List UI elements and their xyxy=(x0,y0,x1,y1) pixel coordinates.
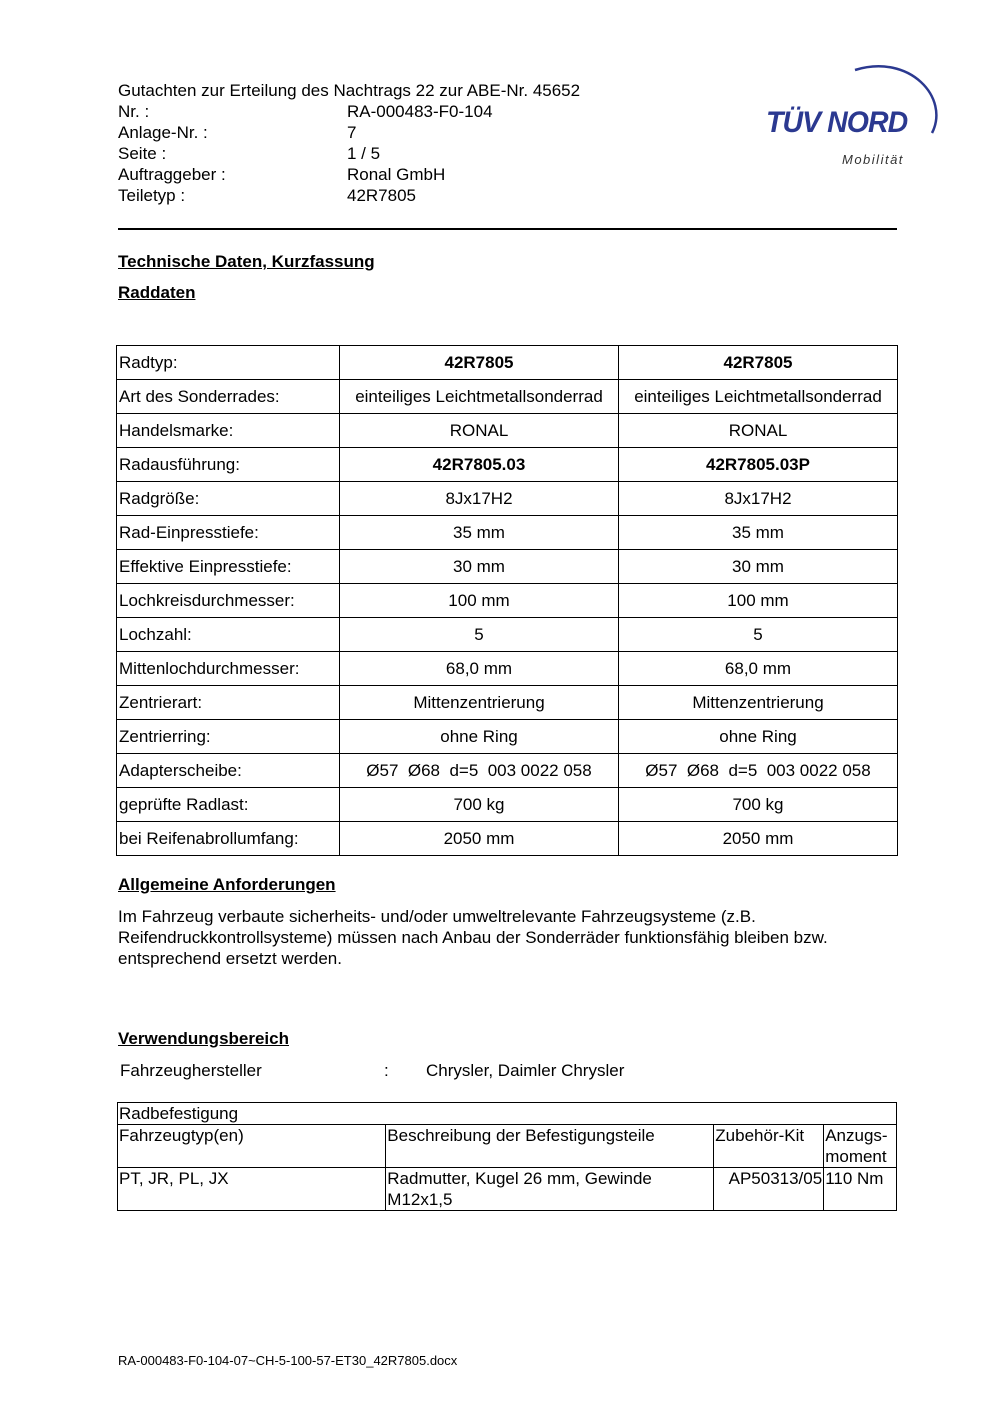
row-label: Radausführung: xyxy=(117,448,340,482)
cell-value: Radmutter, Kugel 26 mm, Gewinde M12x1,5 xyxy=(386,1168,714,1211)
radbefestigung-table xyxy=(117,1102,897,1211)
section-technische-daten: Technische Daten, Kurzfassung xyxy=(118,252,375,271)
row-label: Handelsmarke: xyxy=(117,414,340,448)
cell-value: 68,0 mm xyxy=(340,652,619,686)
document-title: Gutachten zur Erteilung des Nachtrags 22 zur ABE-Nr. 45652 xyxy=(118,81,581,100)
cell-value: Ø57 Ø68 d=5 003 0022 058 xyxy=(619,754,898,788)
column-header: Fahrzeugtyp(en) xyxy=(118,1125,386,1168)
table-row xyxy=(117,448,898,482)
row-label: Radgröße: xyxy=(117,482,340,516)
row-label: bei Reifenabrollumfang: xyxy=(117,822,340,856)
table-row xyxy=(117,380,898,414)
table-row xyxy=(117,686,898,720)
cell-value: 42R7805 xyxy=(619,346,898,380)
hersteller-label: Fahrzeughersteller xyxy=(120,1061,262,1080)
cell-value: einteiliges Leichtmetallsonderrad xyxy=(619,380,898,414)
header-row-anlage xyxy=(118,122,356,143)
cell-value: 35 mm xyxy=(340,516,619,550)
section-raddaten: Raddaten xyxy=(118,283,196,302)
header-value: Ronal GmbH xyxy=(347,165,446,184)
cell-value: Mittenzentrierung xyxy=(340,686,619,720)
cell-value: 700 kg xyxy=(619,788,898,822)
cell-value: 42R7805.03 xyxy=(340,448,619,482)
cell-value: 35 mm xyxy=(619,516,898,550)
row-label: Effektive Einpresstiefe: xyxy=(117,550,340,584)
row-label: Adapterscheibe: xyxy=(117,754,340,788)
header-label: Nr. : xyxy=(118,102,150,121)
row-label: geprüfte Radlast: xyxy=(117,788,340,822)
table-header-row xyxy=(118,1125,897,1168)
table-row xyxy=(117,822,898,856)
cell-value: AP50313/05 xyxy=(714,1168,824,1211)
header-label: Auftraggeber : xyxy=(118,165,226,184)
row-label: Lochkreisdurchmesser: xyxy=(117,584,340,618)
table-row xyxy=(117,720,898,754)
section-verwendungsbereich: Verwendungsbereich xyxy=(118,1029,289,1048)
table-row xyxy=(117,584,898,618)
logo-brand: TÜV NORD xyxy=(766,106,908,139)
table-title-row xyxy=(118,1103,897,1125)
hersteller-separator: : xyxy=(384,1061,389,1080)
cell-value: Mittenzentrierung xyxy=(619,686,898,720)
footer-filename: RA-000483-F0-104-07~CH-5-100-57-ET30_42R7805.docx xyxy=(118,1353,458,1368)
column-header: Zubehör-Kit xyxy=(714,1125,824,1168)
tuv-nord-logo xyxy=(760,58,940,173)
cell-value: 5 xyxy=(340,618,619,652)
header-row-nr xyxy=(118,101,493,122)
header-label: Teiletyp : xyxy=(118,186,186,205)
cell-value: PT, JR, PL, JX xyxy=(118,1168,386,1211)
header-value: 42R7805 xyxy=(347,186,417,205)
header-value: 7 xyxy=(347,123,357,142)
cell-value: einteiliges Leichtmetallsonderrad xyxy=(340,380,619,414)
cell-value: 68,0 mm xyxy=(619,652,898,686)
raddaten-table xyxy=(116,345,898,856)
table-title: Radbefestigung xyxy=(118,1103,897,1125)
header-row-auftraggeber xyxy=(118,164,445,185)
table-row xyxy=(117,346,898,380)
cell-value: 8Jx17H2 xyxy=(340,482,619,516)
cell-value: 100 mm xyxy=(619,584,898,618)
cell-value: ohne Ring xyxy=(340,720,619,754)
cell-value: 8Jx17H2 xyxy=(619,482,898,516)
cell-value: 110 Nm xyxy=(824,1168,897,1211)
section-allgemeine-anforderungen: Allgemeine Anforderungen xyxy=(118,875,336,894)
cell-value: 30 mm xyxy=(619,550,898,584)
header-value: RA-000483-F0-104 xyxy=(347,102,493,121)
table-row xyxy=(117,754,898,788)
table-row xyxy=(117,482,898,516)
cell-value: Ø57 Ø68 d=5 003 0022 058 xyxy=(340,754,619,788)
allgemein-paragraph: Im Fahrzeug verbaute sicherheits- und/oder umweltrelevante Fahrzeugsysteme (z.B. Reifendruckkontrollsysteme) müssen nach Anbau der Sonderräder funktionsfähig bleiben bzw. entsprechend ersetzt werden. xyxy=(118,907,828,968)
header-row-seite xyxy=(118,143,380,164)
header-label: Seite : xyxy=(118,144,167,163)
table-row xyxy=(117,618,898,652)
table-row xyxy=(118,1168,897,1211)
cell-value: 42R7805.03P xyxy=(619,448,898,482)
table-row xyxy=(117,414,898,448)
table-row xyxy=(117,550,898,584)
column-header: Beschreibung der Befestigungsteile xyxy=(386,1125,714,1168)
cell-value: ohne Ring xyxy=(619,720,898,754)
row-label: Art des Sonderrades: xyxy=(117,380,340,414)
row-label: Zentrierart: xyxy=(117,686,340,720)
column-header: Anzugs-moment xyxy=(824,1125,897,1168)
cell-value: 30 mm xyxy=(340,550,619,584)
row-label: Mittenlochdurchmesser: xyxy=(117,652,340,686)
row-label: Lochzahl: xyxy=(117,618,340,652)
logo-subtitle: Mobilität xyxy=(842,152,904,167)
cell-value: 42R7805 xyxy=(340,346,619,380)
row-label: Radtyp: xyxy=(117,346,340,380)
header-divider xyxy=(118,228,897,230)
header-label: Anlage-Nr. : xyxy=(118,123,208,142)
cell-value: 2050 mm xyxy=(340,822,619,856)
table-row xyxy=(117,652,898,686)
cell-value: 5 xyxy=(619,618,898,652)
table-row xyxy=(117,788,898,822)
hersteller-value: Chrysler, Daimler Chrysler xyxy=(426,1061,625,1080)
table-row xyxy=(117,516,898,550)
header-value: 1 / 5 xyxy=(347,144,381,163)
row-label: Rad-Einpresstiefe: xyxy=(117,516,340,550)
cell-value: 2050 mm xyxy=(619,822,898,856)
cell-value: 700 kg xyxy=(340,788,619,822)
cell-value: 100 mm xyxy=(340,584,619,618)
cell-value: RONAL xyxy=(340,414,619,448)
header-row-teiletyp xyxy=(118,185,416,206)
cell-value: RONAL xyxy=(619,414,898,448)
row-label: Zentrierring: xyxy=(117,720,340,754)
